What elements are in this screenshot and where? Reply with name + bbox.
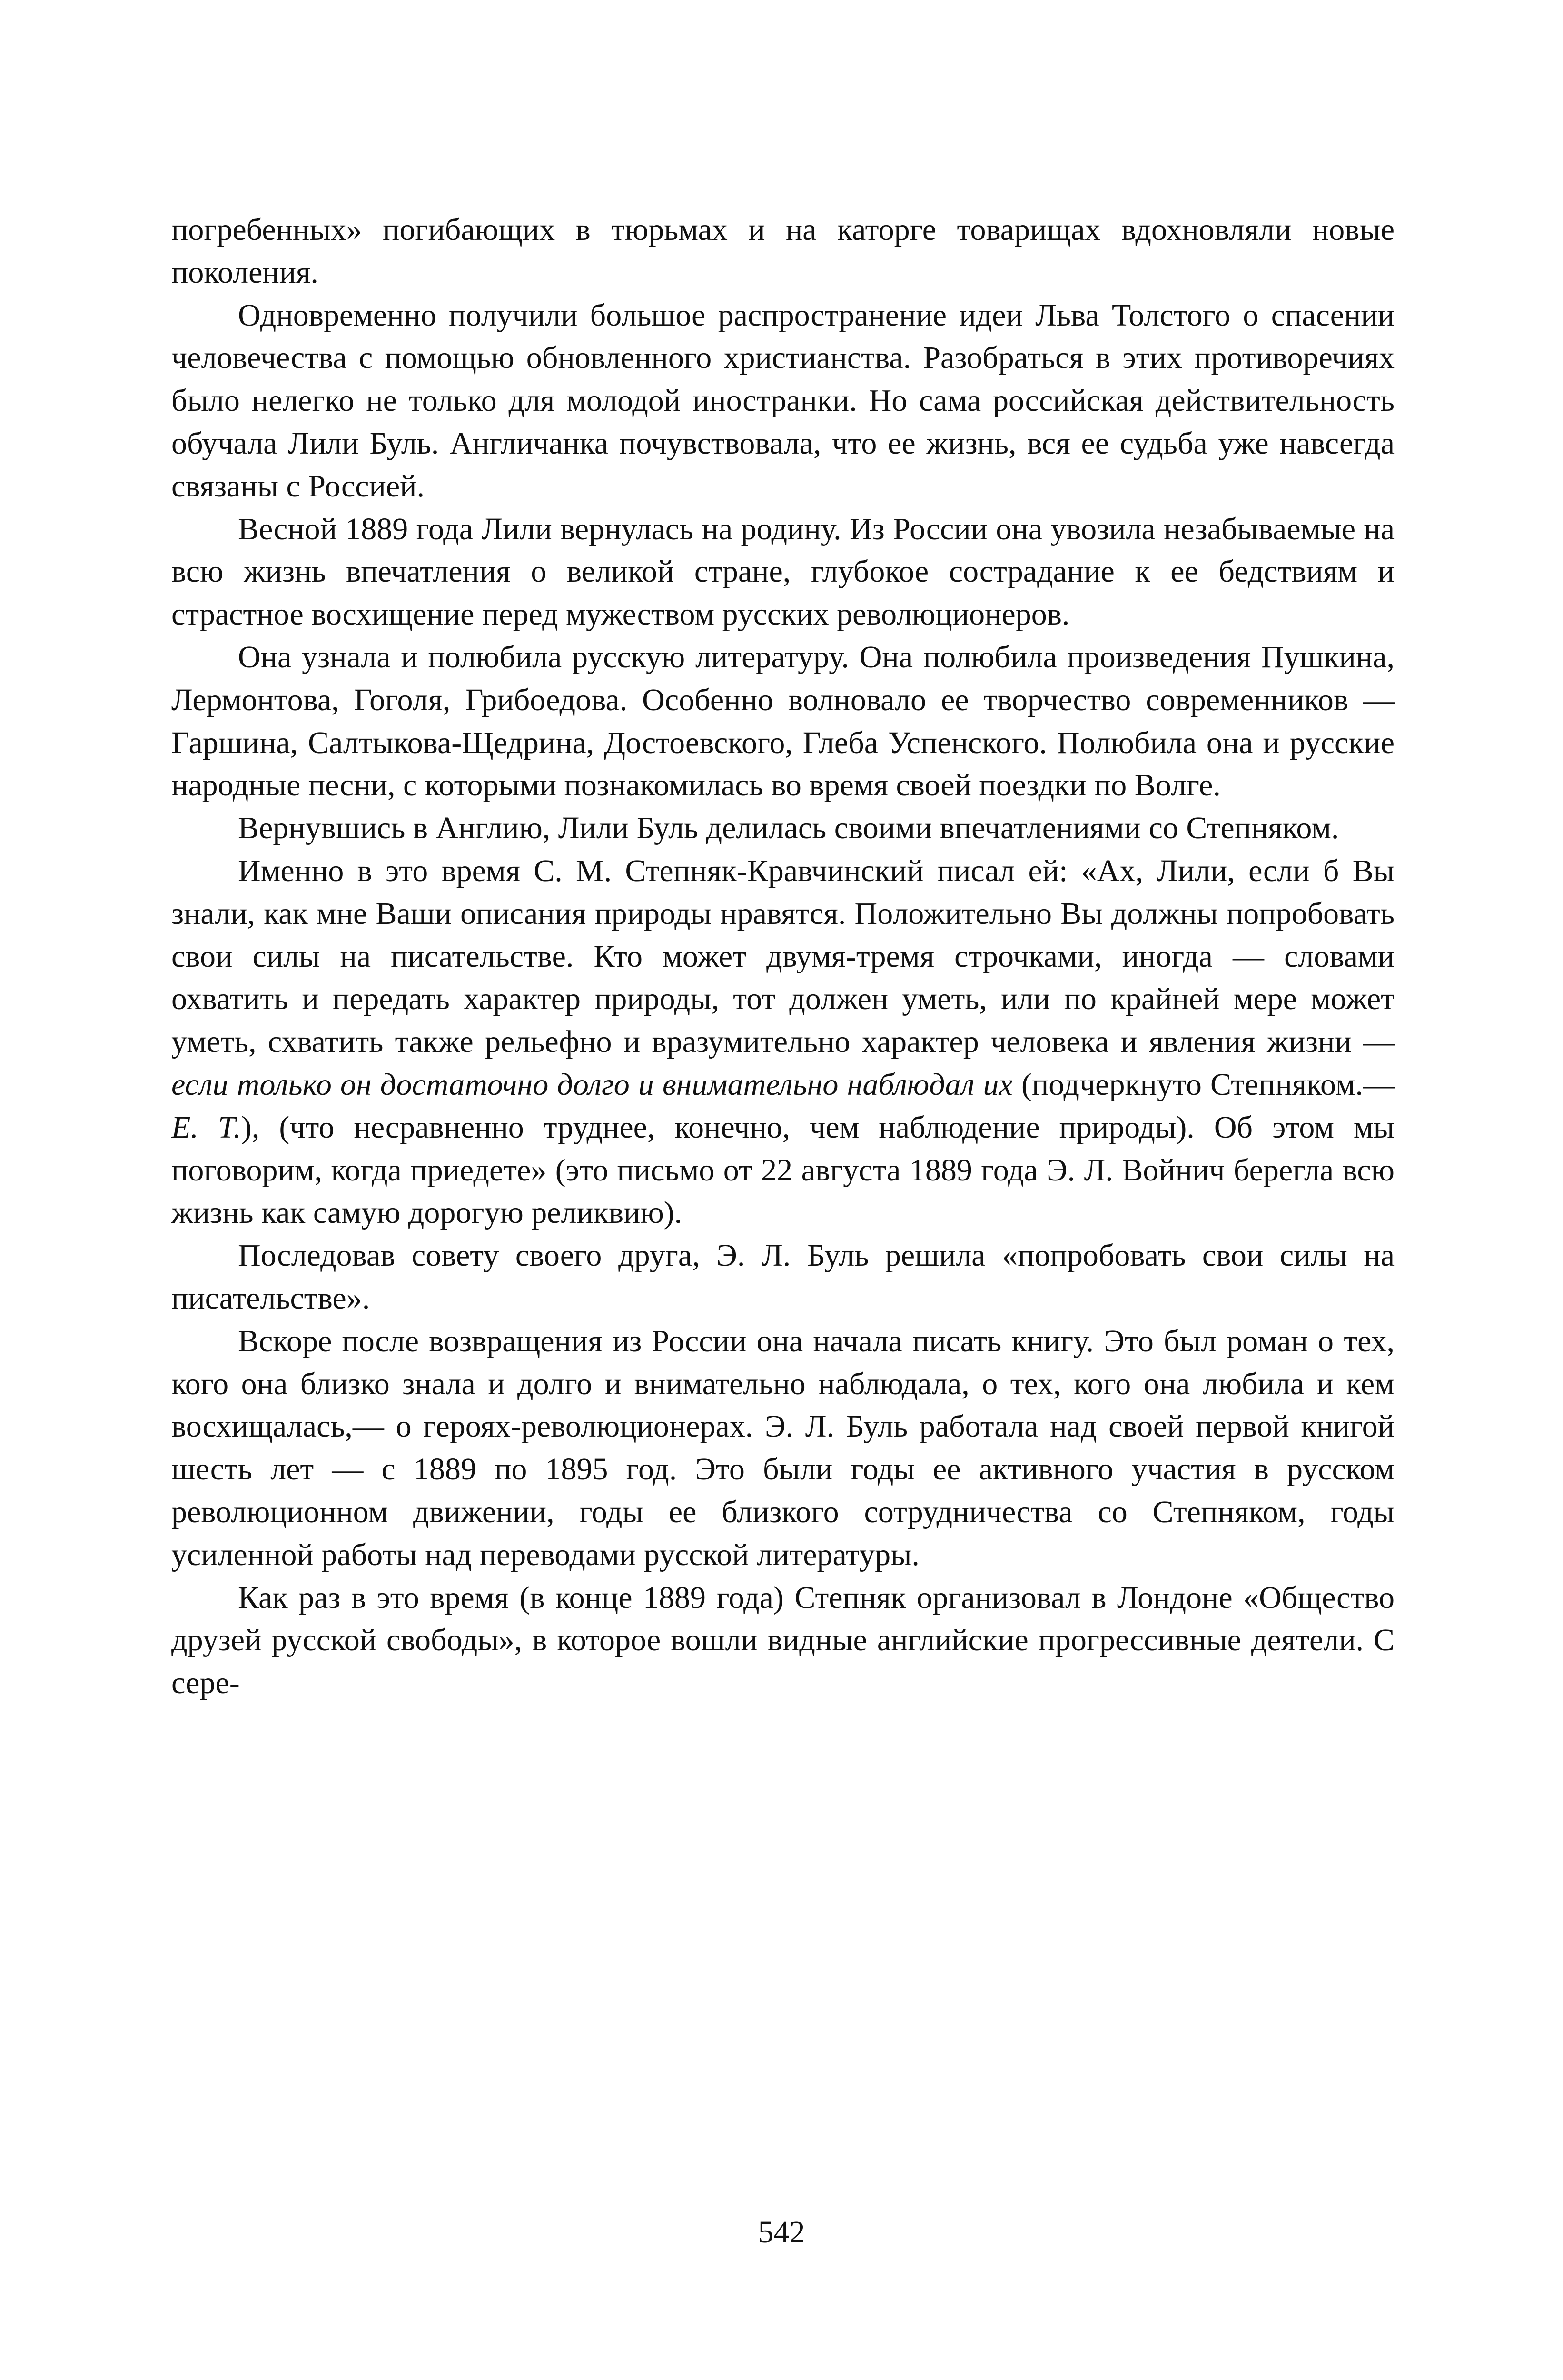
letter-text-end: ), (что несравненно труднее, конечно, чем наблюдение природы). Об этом мы поговорим, когда приедете» (это письмо от 22 августа 1889 года Э. Л. Войнич берегла всю жизнь как самую дорогую реликвию). [171,1110,1395,1230]
letter-italic-emphasis: если только он достаточно долго и внимательно наблюдал их [171,1067,1013,1102]
paragraph-tolstoy-ideas: Одновременно получили большое распространение идеи Льва Толстого о спасении человечества с помощью обновленного христианства. Разобраться в этих противоречиях было нелегко не только для молодой иностранки. Но сама российская действительность обучала Лили Буль. Англичанка почувствовала, что ее жизнь, вся ее судьба уже навсегда связаны с Россией. [171,298,1395,504]
author-initials: Е. Т. [171,1110,241,1145]
paragraph-society: Как раз в это время (в конце 1889 года) Степняк организовал в Лондоне «Общество друзей русской свободы», в которое вошли видные английские прогрессивные деятели. С сере- [171,1580,1395,1701]
letter-text-start: Именно в это время С. М. Степняк-Кравчинский писал ей: «Ах, Лили, если б Вы знали, как мне Ваши описания природы нравятся. Положительно Вы должны попробовать свои силы на писательстве. Кто может двумя-тремя строчками, иногда — словами охватить и передать характер природы, тот должен уметь, или по крайней мере может уметь, схватить также рельефно и вразумительно характер человека и явления жизни — [171,853,1395,1060]
page-number: 542 [758,2215,805,2250]
paragraph-advice: Последовав совету своего друга, Э. Л. Буль решила «попробовать свои силы на писательстве». [171,1238,1395,1316]
letter-note-start: (подчеркнуто Степняком.— [1012,1067,1395,1102]
paragraph-return-home: Весной 1889 года Лили вернулась на родину. Из России она увозила незабываемые на всю жизнь впечатления о великой стране, глубокое сострадание к ее бедствиям и страстное восхищение перед мужеством русских революционеров. [171,511,1395,632]
paragraph-first-novel: Вскоре после возвращения из России она начала писать книгу. Это был роман о тех, кого она близко знала и долго и внимательно наблюдала, о тех, кого она любила и кем восхищалась,— о героях-революционерах. Э. Л. Буль работала над своей первой книгой шесть лет — с 1889 по 1895 год. Это были годы ее активного участия в русском революционном движении, годы ее близкого сотрудничества со Степняком, годы усиленной работы над переводами русской литературы. [171,1323,1395,1572]
paragraph-continuation: погребенных» погибающих в тюрьмах и на каторге товарищах вдохновляли новые поколения. [171,212,1395,290]
body-text [171,208,1395,1705]
paragraph-russian-literature: Она узнала и полюбила русскую литературу. Она полюбила произведения Пушкина, Лермонтова, Гоголя, Грибоедова. Особенно волновало ее творчество современников — Гаршина, Салтыкова-Щедрина, Достоевского, Глеба Успенского. Полюбила она и русские народные песни, с которыми познакомилась во время своей поездки по Волге. [171,639,1395,803]
paragraph-stepniak-letter [171,850,1395,1234]
paragraph-impressions: Вернувшись в Англию, Лили Буль делилась своими впечатлениями со Степняком. [238,811,1339,846]
